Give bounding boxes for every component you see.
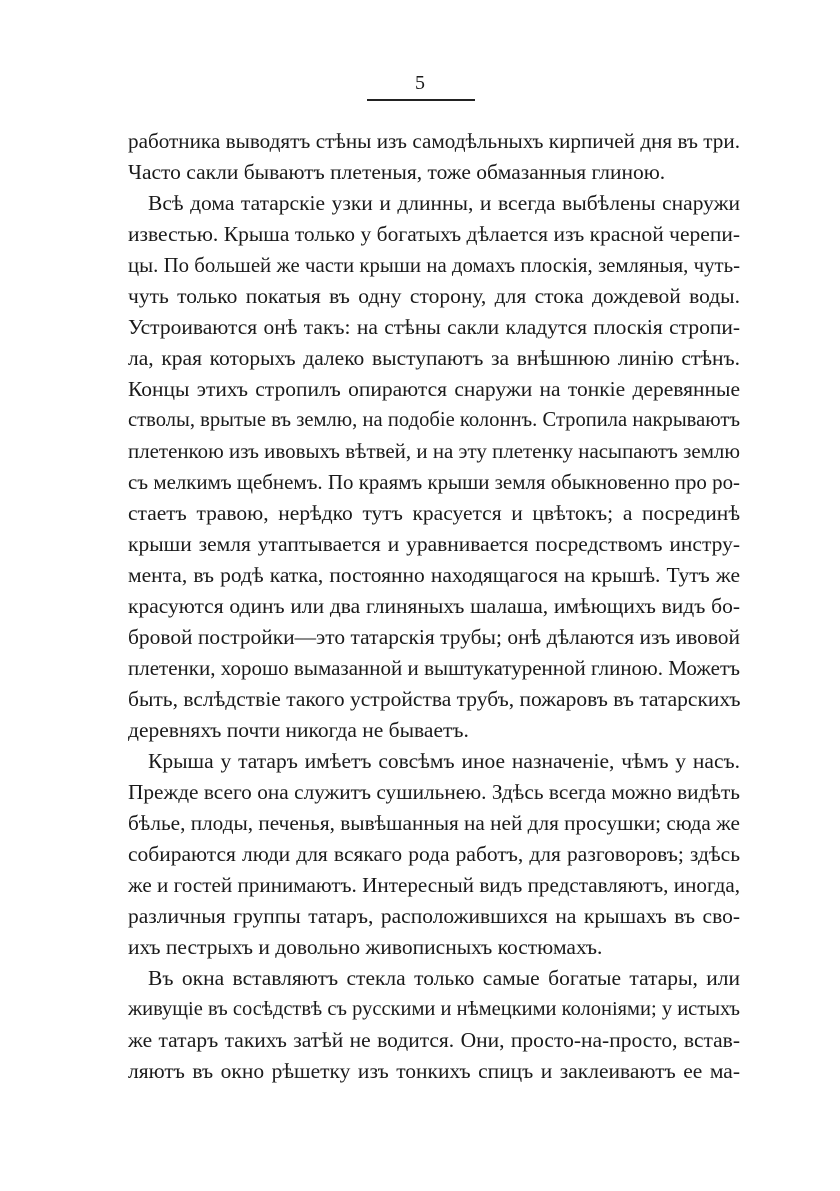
text-line: собираются люди для всякаго рода работъ, для разговоровъ; здѣсь	[128, 842, 740, 866]
text-line: Всѣ дома татарскіе узки и длинны, и всегда выбѣлены снаружи	[148, 191, 740, 215]
body-text	[128, 126, 740, 1087]
text-line: цы. По большей же части крыши на домахъ плоскія, земляныя, чуть-	[128, 253, 740, 277]
text-line: стаетъ травою, нерѣдко тутъ красуется и цвѣтокъ; а посрединѣ	[128, 501, 740, 525]
text-line: ихъ пестрыхъ и довольно живописныхъ костюмахъ.	[128, 935, 603, 959]
text-line: известью. Крыша только у богатыхъ дѣлается изъ красной черепи-	[128, 222, 740, 246]
text-line: работника выводятъ стѣны изъ самодѣльныхъ кирпичей дня въ три.	[128, 129, 740, 153]
text-line: Часто сакли бываютъ плетеныя, тоже обмазанныя глиною.	[128, 160, 666, 184]
text-line: красуются одинъ или два глиняныхъ шалаша, имѣющихъ видъ бо-	[128, 594, 740, 618]
text-line: Устроиваются онѣ такъ: на стѣны сакли кладутся плоскія стропи-	[128, 315, 740, 339]
text-line: плетенки, хорошо вымазанной и выштукатуренной глиною. Можетъ	[128, 656, 740, 680]
text-line: ла, края которыхъ далеко выступаютъ за внѣшнюю линію стѣнъ.	[128, 346, 740, 370]
text-line: мента, въ родѣ катка, постоянно находящагося на крышѣ. Тутъ же	[128, 563, 740, 587]
text-line: бѣлье, плоды, печенья, вывѣшанныя на ней для просушки; сюда же	[128, 811, 740, 835]
text-line: бровой постройки—это татарскія трубы; онѣ дѣлаются изъ ивовой	[128, 625, 740, 649]
text-line: быть, вслѣдствіе такого устройства трубъ, пожаровъ въ татарскихъ	[128, 687, 741, 711]
text-line: деревняхъ почти никогда не бываетъ.	[128, 718, 469, 742]
text-line: же и гостей принимаютъ. Интересный видъ представляютъ, иногда,	[128, 873, 740, 897]
text-line: ляютъ въ окно рѣшетку изъ тонкихъ спицъ и заклеиваютъ ее ма-	[128, 1059, 740, 1083]
text-line: плетенкою изъ ивовыхъ вѣтвей, и на эту плетенку насыпаютъ землю	[128, 439, 740, 463]
text-line: Въ окна вставляютъ стекла только самые богатые татары, или	[148, 966, 740, 990]
text-line: чуть только покатыя въ одну сторону, для стока дождевой воды.	[128, 284, 740, 308]
text-line: крыши земля утаптывается и уравнивается посредствомъ инстру-	[128, 532, 740, 556]
text-line: Концы этихъ стропилъ опираются снаружи на тонкіе деревянные	[128, 377, 740, 401]
text-line: Прежде всего она служитъ сушильнею. Здѣсь всегда можно видѣть	[128, 780, 740, 804]
text-line: съ мелкимъ щебнемъ. По краямъ крыши земля обыкновенно про ро-	[128, 470, 740, 494]
page-number: 5	[415, 72, 425, 94]
text-line: различныя группы татаръ, расположившихся на крышахъ въ сво-	[128, 904, 740, 928]
text-line: же татаръ такихъ затѣй не водится. Они, просто-на-просто, встав-	[128, 1028, 740, 1052]
text-line: стволы, врытые въ землю, на подобіе колоннъ. Стропила накрываютъ	[128, 409, 740, 431]
header-rule	[367, 99, 475, 101]
text-line: живущіе въ сосѣдствѣ съ русскими и нѣмецкими колоніями; у истыхъ	[128, 998, 740, 1020]
text-line: Крыша у татаръ имѣетъ совсѣмъ иное назначеніе, чѣмъ у насъ.	[148, 749, 740, 773]
